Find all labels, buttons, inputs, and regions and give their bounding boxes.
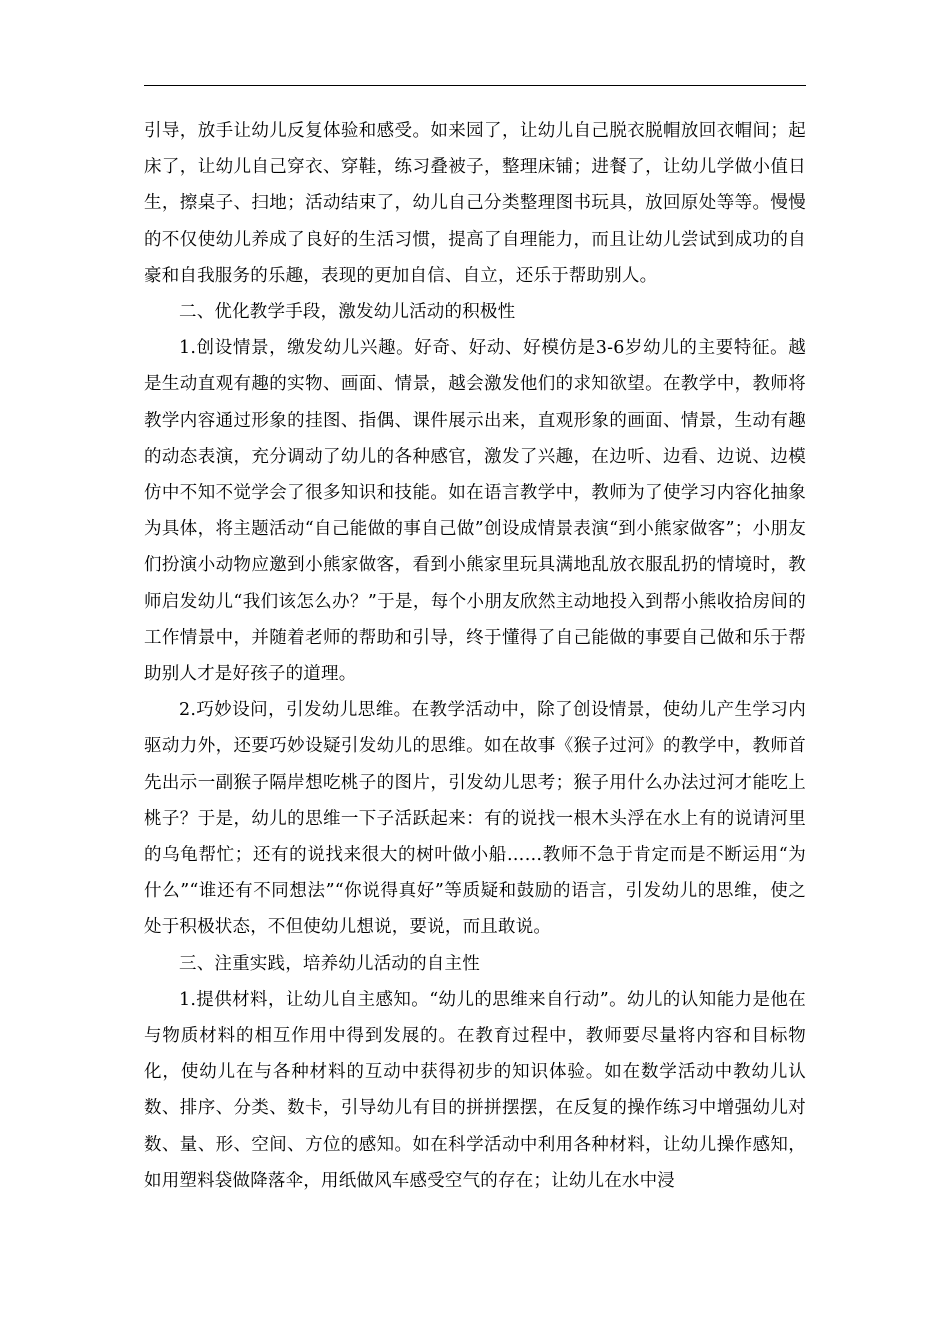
document-body [144, 113, 806, 1199]
paragraph-continuation: 引导，放手让幼儿反复体验和感受。如来园了，让幼儿自己脱衣脱帽放回衣帽间；起床了，让幼儿自己穿衣、穿鞋，练习叠被子，整理床铺；进餐了，让幼儿学做小值日生，擦桌子、扫地；活动结束了，幼儿自己分类整理图书玩具，放回原处等等。慢慢的不仅使幼儿养成了良好的生活习惯，提高了自理能力，而且让幼儿尝试到成功的自豪和自我服务的乐趣，表现的更加自信、自立，还乐于帮助别人。 [144, 121, 806, 286]
paragraph-2-1: 1.创设情景，缴发幼儿兴趣。好奇、好动、好模仿是3-6岁幼儿的主要特征。越是生动直观有趣的实物、画面、情景，越会激发他们的求知欲望。在教学中，教师将教学内容通过形象的挂图、指偶、课件展示出来，直观形象的画面、情景，生动有趣的动态表演，充分调动了幼儿的各种感官，激发了兴趣，在边听、边看、边说、边模仿中不知不觉学会了很多知识和技能。如在语言教学中，教师为了使学习内容化抽象为具体，将主题活动“自己能做的事自己做”创设成情景表演“到小熊家做客”；小朋友们扮演小动物应邀到小熊家做客，看到小熊家里玩具满地乱放衣服乱扔的情境时，教师启发幼儿“我们该怎么办？”于是，每个小朋友欣然主动地投入到帮小熊收拾房间的工作情景中，并随着老师的帮助和引导，终于懂得了自己能做的事要自己做和乐于帮助别人才是好孩子的道理。 [144, 338, 806, 685]
paragraph-3-1: 1.提供材料，让幼儿自主感知。“幼儿的思维来自行动”。幼儿的认知能力是他在与物质材料的相互作用中得到发展的。在教育过程中，教师要尽量将内容和目标物化，使幼儿在与各种材料的互动中获得初步的知识体验。如在数学活动中教幼儿认数、排序、分类、数卡，引导幼儿有目的拼拼摆摆，在反复的操作练习中增强幼儿对数、量、形、空间、方位的感知。如在科学活动中利用各种材料，让幼儿操作感知，如用塑料袋做降落伞，用纸做风车感受空气的存在；让幼儿在水中浸 [144, 989, 806, 1191]
section-heading-2: 二、优化教学手段，激发幼儿活动的积极性 [179, 302, 516, 323]
header-rule [144, 85, 806, 86]
section-heading-3: 三、注重实践，培养幼儿活动的自主性 [179, 953, 480, 974]
paragraph-2-2: 2.巧妙设问，引发幼儿思维。在教学活动中，除了创设情景，使幼儿产生学习内驱动力外，还要巧妙设疑引发幼儿的思维。如在故事《猴子过河》的教学中，教师首先出示一副猴子隔岸想吃桃子的图片，引发幼儿思考；猴子用什么办法过河才能吃上桃子？于是，幼儿的思维一下子活跃起来：有的说找一根木头浮在水上有的说请河里的乌龟帮忙；还有的说找来很大的树叶做小船……教师不急于肯定而是不断运用“为什么”“谁还有不同想法”“你说得真好”等质疑和鼓励的语言，引发幼儿的思维，使之处于积极状态，不但使幼儿想说，要说，而且敢说。 [144, 700, 806, 938]
